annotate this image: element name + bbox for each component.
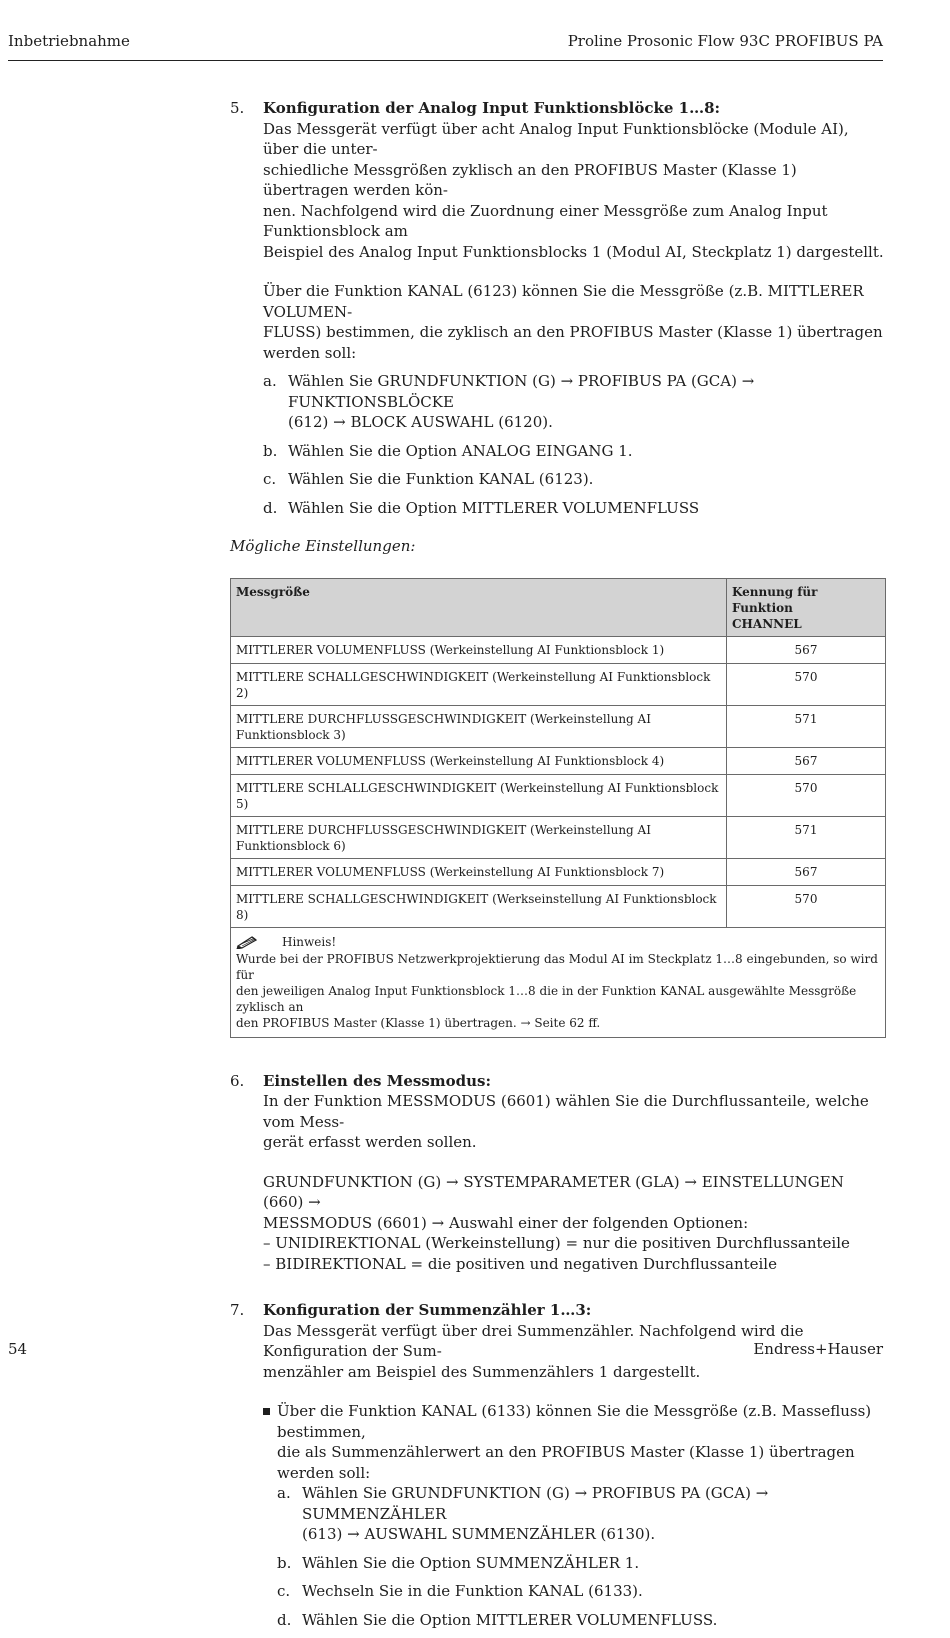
step-letter: d. bbox=[277, 1610, 292, 1629]
step-letter: a. bbox=[277, 1484, 291, 1502]
note-line: den jeweiligen Analog Input Funktionsblock 1…8 die in der Funktion KANAL ausgewählte Messgröße zyklisch an bbox=[236, 983, 857, 1014]
row-label: MITTLERER VOLUMENFLUSS (Werkeinstellung AI Funktionsblock 4) bbox=[231, 747, 727, 774]
row-label: MITTLERER VOLUMENFLUSS (Werkeinstellung AI Funktionsblock 1) bbox=[231, 636, 727, 663]
row-label: MITTLERE SCHALLGESCHWINDIGKEIT (Werkeinstellung AI Funktionsblock 2) bbox=[231, 663, 727, 705]
section-title: Einstellen des Messmodus: bbox=[263, 1071, 492, 1090]
header-divider bbox=[8, 60, 883, 61]
note-box bbox=[231, 927, 886, 1037]
header-line: CHANNEL bbox=[732, 616, 802, 631]
row-label: MITTLERER VOLUMENFLUSS (Werkeinstellung AI Funktionsblock 7) bbox=[231, 858, 727, 885]
text-line: die als Summenzählerwert an den PROFIBUS Master (Klasse 1) übertragen werden soll: bbox=[277, 1443, 855, 1482]
step-text: Wählen Sie die Option MITTLERER VOLUMENFLUSS. bbox=[302, 1610, 718, 1629]
section-intro bbox=[263, 1091, 885, 1153]
menu-path bbox=[263, 1172, 885, 1275]
pencil-note-icon bbox=[236, 935, 262, 949]
step-letter: b. bbox=[263, 441, 278, 460]
section-intro bbox=[263, 119, 885, 263]
list-item bbox=[263, 498, 885, 519]
text-line: Beispiel des Analog Input Funktionsblocks 1 (Modul AI, Steckplatz 1) dargestellt. bbox=[263, 242, 884, 261]
text-line: Das Messgerät verfügt über acht Analog Input Funktionsblöcke (Module AI), über die unter- bbox=[263, 119, 849, 158]
footer-brand: Endress+Hauser bbox=[753, 1340, 883, 1358]
text-line: – UNIDIREKTIONAL (Werkeinstellung) = nur die positiven Durchflussanteile bbox=[263, 1234, 850, 1252]
table-row bbox=[231, 747, 886, 774]
text-line: In der Funktion MESSMODUS (6601) wählen Sie die Durchflussanteile, welche vom Mess- bbox=[263, 1092, 869, 1131]
step-text: Wählen Sie die Funktion KANAL (6123). bbox=[288, 470, 594, 488]
text-line: schiedliche Messgrößen zyklisch an den PROFIBUS Master (Klasse 1) übertragen werden kön- bbox=[263, 160, 797, 199]
header-line: Kennung für Funktion bbox=[732, 584, 818, 615]
list-item bbox=[277, 1483, 885, 1545]
step-text: Wählen Sie die Option ANALOG EINGANG 1. bbox=[288, 441, 633, 460]
row-value: 567 bbox=[727, 636, 886, 663]
text-line: Das Messgerät verfügt über drei Summenzähler. Nachfolgend wird die Konfiguration der Sum- bbox=[263, 1321, 804, 1360]
page-content bbox=[230, 98, 885, 1638]
table-row bbox=[231, 636, 886, 663]
note-line: Wurde bei der PROFIBUS Netzwerkprojektierung das Modul AI im Steckplatz 1…8 eingebunden, so wird für bbox=[236, 951, 878, 982]
list-item bbox=[263, 469, 885, 490]
step-letter: c. bbox=[277, 1582, 291, 1600]
header-document-title: Proline Prosonic Flow 93C PROFIBUS PA bbox=[567, 32, 883, 50]
step-text: Wählen Sie die Option SUMMENZÄHLER 1. bbox=[302, 1553, 640, 1572]
step-text: Wählen Sie die Option MITTLERER VOLUMENFLUSS bbox=[288, 498, 700, 517]
step-text: Wechseln Sie in die Funktion KANAL (6133). bbox=[302, 1582, 643, 1600]
table-caption: Mögliche Einstellungen: bbox=[230, 537, 416, 555]
table-header-row bbox=[231, 578, 886, 636]
row-value: 571 bbox=[727, 816, 886, 858]
bullet-item bbox=[263, 1401, 885, 1630]
text-line: nen. Nachfolgend wird die Zuordnung einer Messgröße zum Analog Input Funktionsblock am bbox=[263, 201, 828, 240]
kanal-paragraph bbox=[263, 281, 885, 363]
text-line: – BIDIREKTIONAL = die positiven und negativen Durchflussanteile bbox=[263, 1254, 777, 1273]
table-row bbox=[231, 663, 886, 705]
step-text: Wählen Sie GRUNDFUNKTION (G) → PROFIBUS PA (GCA) → SUMMENZÄHLER bbox=[302, 1484, 769, 1523]
row-value: 571 bbox=[727, 705, 886, 747]
step-list bbox=[263, 371, 885, 518]
list-item bbox=[263, 441, 885, 462]
row-value: 570 bbox=[727, 774, 886, 816]
column-header-messgroesse: Messgröße bbox=[231, 578, 727, 636]
table-row bbox=[231, 705, 886, 747]
column-header-kennung bbox=[727, 578, 886, 636]
list-item bbox=[263, 371, 885, 433]
text-line: menzähler am Beispiel des Summenzählers 1 dargestellt. bbox=[263, 1362, 701, 1381]
section-5 bbox=[230, 98, 885, 518]
text-line: gerät erfasst werden sollen. bbox=[263, 1133, 477, 1151]
row-label: MITTLERE DURCHFLUSSGESCHWINDIGKEIT (Werkeinstellung AI Funktionsblock 6) bbox=[231, 816, 727, 858]
list-item bbox=[277, 1553, 885, 1574]
section-number: 5. bbox=[230, 99, 245, 117]
text-line: Über die Funktion KANAL (6133) können Sie die Messgröße (z.B. Massefluss) bestimmen, bbox=[277, 1402, 872, 1441]
page-number: 54 bbox=[8, 1340, 28, 1358]
step-text: Wählen Sie GRUNDFUNKTION (G) → PROFIBUS PA (GCA) → FUNKTIONSBLÖCKE bbox=[288, 372, 755, 411]
row-value: 570 bbox=[727, 885, 886, 927]
section-number: 6. bbox=[230, 1071, 245, 1090]
table-row bbox=[231, 774, 886, 816]
row-value: 567 bbox=[727, 747, 886, 774]
step-text: (612) → BLOCK AUSWAHL (6120). bbox=[288, 413, 553, 431]
square-bullet-icon bbox=[263, 1408, 270, 1415]
row-value: 570 bbox=[727, 663, 886, 705]
step-text: (613) → AUSWAHL SUMMENZÄHLER (6130). bbox=[302, 1525, 656, 1543]
table-row bbox=[231, 885, 886, 927]
table-row bbox=[231, 816, 886, 858]
section-title: Konfiguration der Summenzähler 1…3: bbox=[263, 1301, 592, 1319]
text-line: MESSMODUS (6601) → Auswahl einer der folgenden Optionen: bbox=[263, 1213, 749, 1232]
settings-table bbox=[230, 578, 886, 1038]
text-line: FLUSS) bestimmen, die zyklisch an den PROFIBUS Master (Klasse 1) übertragen werden soll: bbox=[263, 323, 883, 362]
table-note-row bbox=[231, 927, 886, 1037]
step-letter: d. bbox=[263, 498, 278, 517]
table-row bbox=[231, 858, 886, 885]
text-line: GRUNDFUNKTION (G) → SYSTEMPARAMETER (GLA) → EINSTELLUNGEN (660) → bbox=[263, 1172, 844, 1211]
row-label: MITTLERE DURCHFLUSSGESCHWINDIGKEIT (Werkeinstellung AI Funktionsblock 3) bbox=[231, 705, 727, 747]
row-label: MITTLERE SCHLALLGESCHWINDIGKEIT (Werkeinstellung AI Funktionsblock 5) bbox=[231, 774, 727, 816]
step-letter: a. bbox=[263, 372, 277, 390]
note-line: den PROFIBUS Master (Klasse 1) übertragen. → Seite 62 ff. bbox=[236, 1015, 601, 1030]
list-item bbox=[277, 1610, 885, 1631]
section-number: 7. bbox=[230, 1301, 245, 1319]
row-value: 567 bbox=[727, 858, 886, 885]
list-item bbox=[277, 1581, 885, 1602]
text-line: Über die Funktion KANAL (6123) können Sie die Messgröße (z.B. MITTLERER VOLUMEN- bbox=[263, 282, 864, 321]
row-label: MITTLERE SCHALLGESCHWINDIGKEIT (Werkseinstellung AI Funktionsblock 8) bbox=[231, 885, 727, 927]
section-title: Konfiguration der Analog Input Funktionsblöcke 1…8: bbox=[263, 99, 721, 117]
step-letter: b. bbox=[277, 1553, 292, 1572]
step-list bbox=[277, 1483, 885, 1630]
step-letter: c. bbox=[263, 470, 277, 488]
section-6 bbox=[230, 1071, 885, 1275]
note-title: Hinweis! bbox=[282, 934, 337, 949]
header-section-title: Inbetriebnahme bbox=[8, 32, 130, 50]
